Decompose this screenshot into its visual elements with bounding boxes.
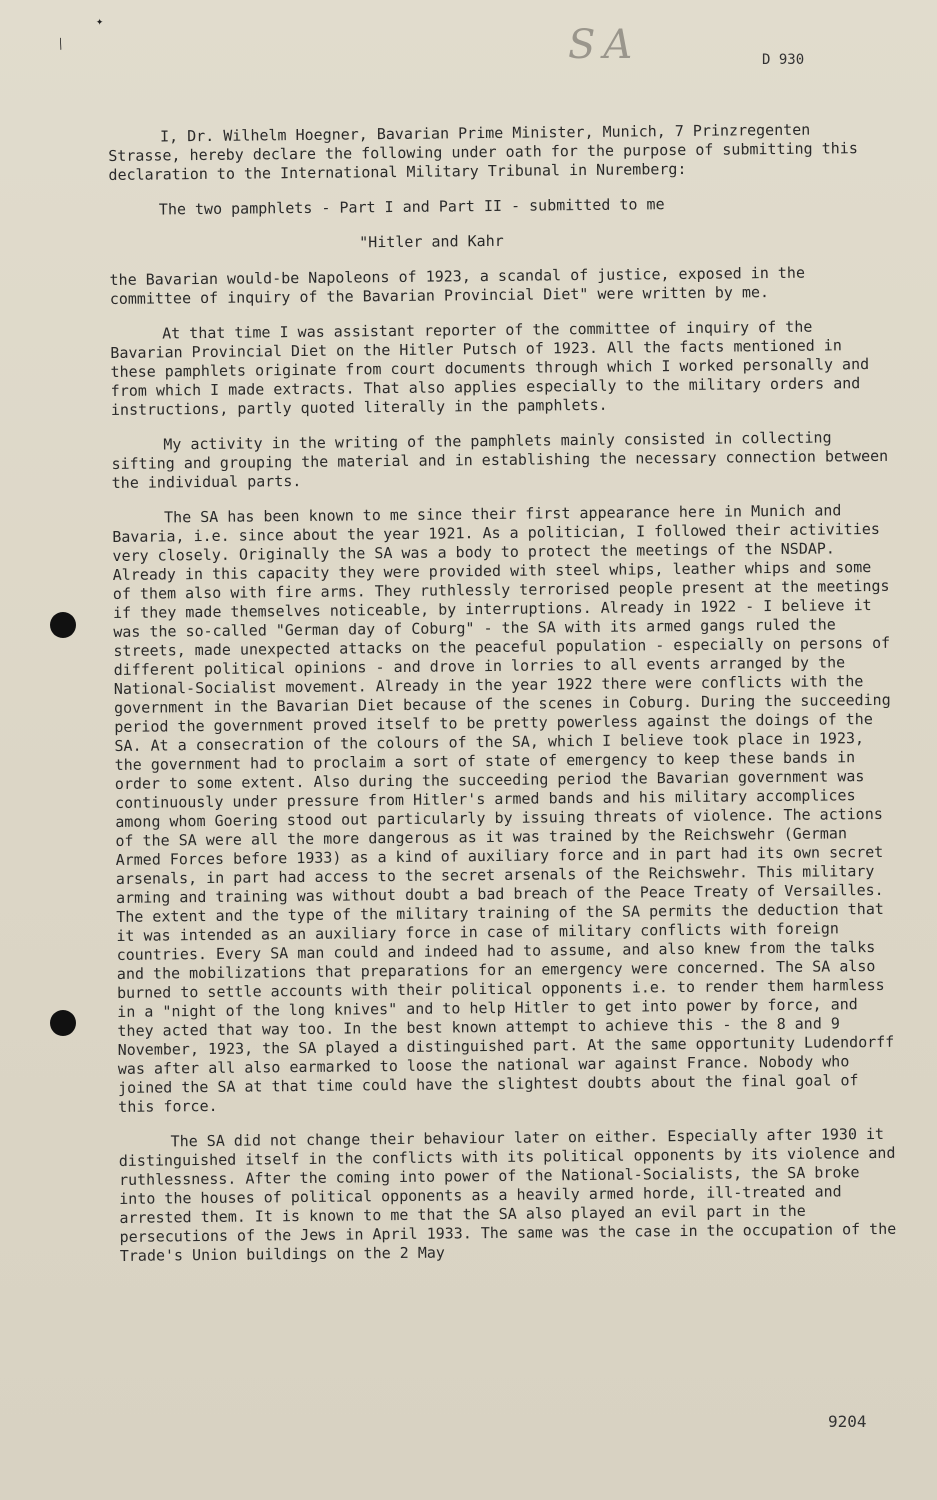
paragraph-pamphlets: The two pamphlets - Part I and Part II - submitted to me bbox=[158, 195, 665, 219]
ink-mark: ✦ bbox=[96, 14, 104, 28]
paragraph-activity: My activity in the writing of the pamphlets mainly consisted in collecting sifting and grouping the material and in establishing the necessary connection between the individual parts. bbox=[111, 428, 889, 492]
paragraph-assistant-reporter: At that time I was assistant reporter of the committee of inquiry of the Bavarian Provincial Diet on the Hitler Putsch of 1923. All the facts mentioned in these pamphlets originate from court documents through which I worked personally and from which I made extracts. That also applies especially to the military orders and instructions, partly quoted literally in the pamphlets. bbox=[110, 317, 870, 419]
paragraph-sa-history: The SA has been known to me since their first appearance here in Munich and Bavaria, i.e. since about the year 1921. As a politician, I followed their activities very closely. Originally the SA was a body to protect the meetings of the NSDAP. Already in this capacity they were provided with steel whips, leather whips and some of them also with fire arms. They ruthlessly terrorised people present at the meetings if they made themselves noticeable, by interruptions. Already in 1922 - I believe it was the so-called "German day of Coburg" - the SA with its armed gangs ruled the streets, made unexpected attacks on the peaceful population - especially on persons of different political opinions - and drove in lorries to all events arranged by the National-Socialist movement. Already in the year 1922 there were conflicts with the government in the Bavarian Diet because of the scenes in Coburg. During the succeeding period the government proved itself to be pretty powerless against the doings of the SA. At a consecration of the colours of the SA, which I believe took place in 1923, the government had to proclaim a sort of state of emergency to keep these bands in order to some extent. Also during the succeeding period the Bavarian government was continuously under pressure from Hitler's armed bands and his military accomplices among whom Goering stood out particularly by issuing threats of violence. The actions of the SA were all the more dangerous as it was trained by the Reichswehr (German Armed Forces before 1933) as a kind of auxiliary force and in part had its own secret arsenals, in part had access to the secret arsenals of the Reichswehr. This military arming and training was without doubt a bad breach of the Peace Treaty of Versailles. The extent and the type of the military training of the SA permits the deduction that it was intended as an auxiliary force in case of military conflicts with foreign countries. Every SA man could and indeed had to assume, and also knew from the talks and the mobilizations that preparations for an emergency were concerned. The SA also burned to settle accounts with their political opponents i.e. to render them harmless in a "night of the long knives" and to help Hitler to get into power by force, and they acted that way too. In the best known attempt to achieve this - the 8 and 9 November, 1923, the SA played a distinguished part. At the same opportunity Ludendorff was after all also earmarked to loose the national war against France. Nobody who joined the SA at that time could have the slightest doubts about the final goal of this force. bbox=[112, 501, 895, 1116]
document-body bbox=[108, 120, 900, 1282]
pencil-mark: ⁄ bbox=[51, 32, 70, 55]
paragraph-sa-later: The SA did not change their behaviour later on either. Especially after 1930 it distinguished itself in the conflicts with its political opponents by its violence and ruthlessness. After the coming into power of the National-Socialists, the SA broke into the houses of political opponents as a heavily armed horde, ill-treated and arrested them. It is known to me that the SA also played an evil part in the persecutions of the Jews in April 1933. The same was the case in the occupation of the Trade's Union buildings on the 2 May bbox=[118, 1124, 897, 1265]
handwritten-note: SA bbox=[568, 22, 641, 68]
pamphlet-title: "Hitler and Kahr bbox=[359, 231, 504, 252]
paragraph-pamphlet-subtitle: the Bavarian would-be Napoleons of 1923, a scandal of justice, exposed in the committee of inquiry of the Bavarian Provincial Diet" were written by me. bbox=[109, 263, 806, 308]
page-number: 9204 bbox=[828, 1412, 867, 1431]
document-number: D 930 bbox=[762, 52, 805, 68]
punch-hole-icon bbox=[50, 1010, 76, 1036]
paragraph-declaration: I, Dr. Wilhelm Hoegner, Bavarian Prime Minister, Munich, 7 Prinzregenten Strasse, hereby declare the following under oath for the purpose of submitting this declaration to the International Military Tribunal in Nuremberg: bbox=[108, 120, 858, 184]
punch-hole-icon bbox=[50, 612, 76, 638]
